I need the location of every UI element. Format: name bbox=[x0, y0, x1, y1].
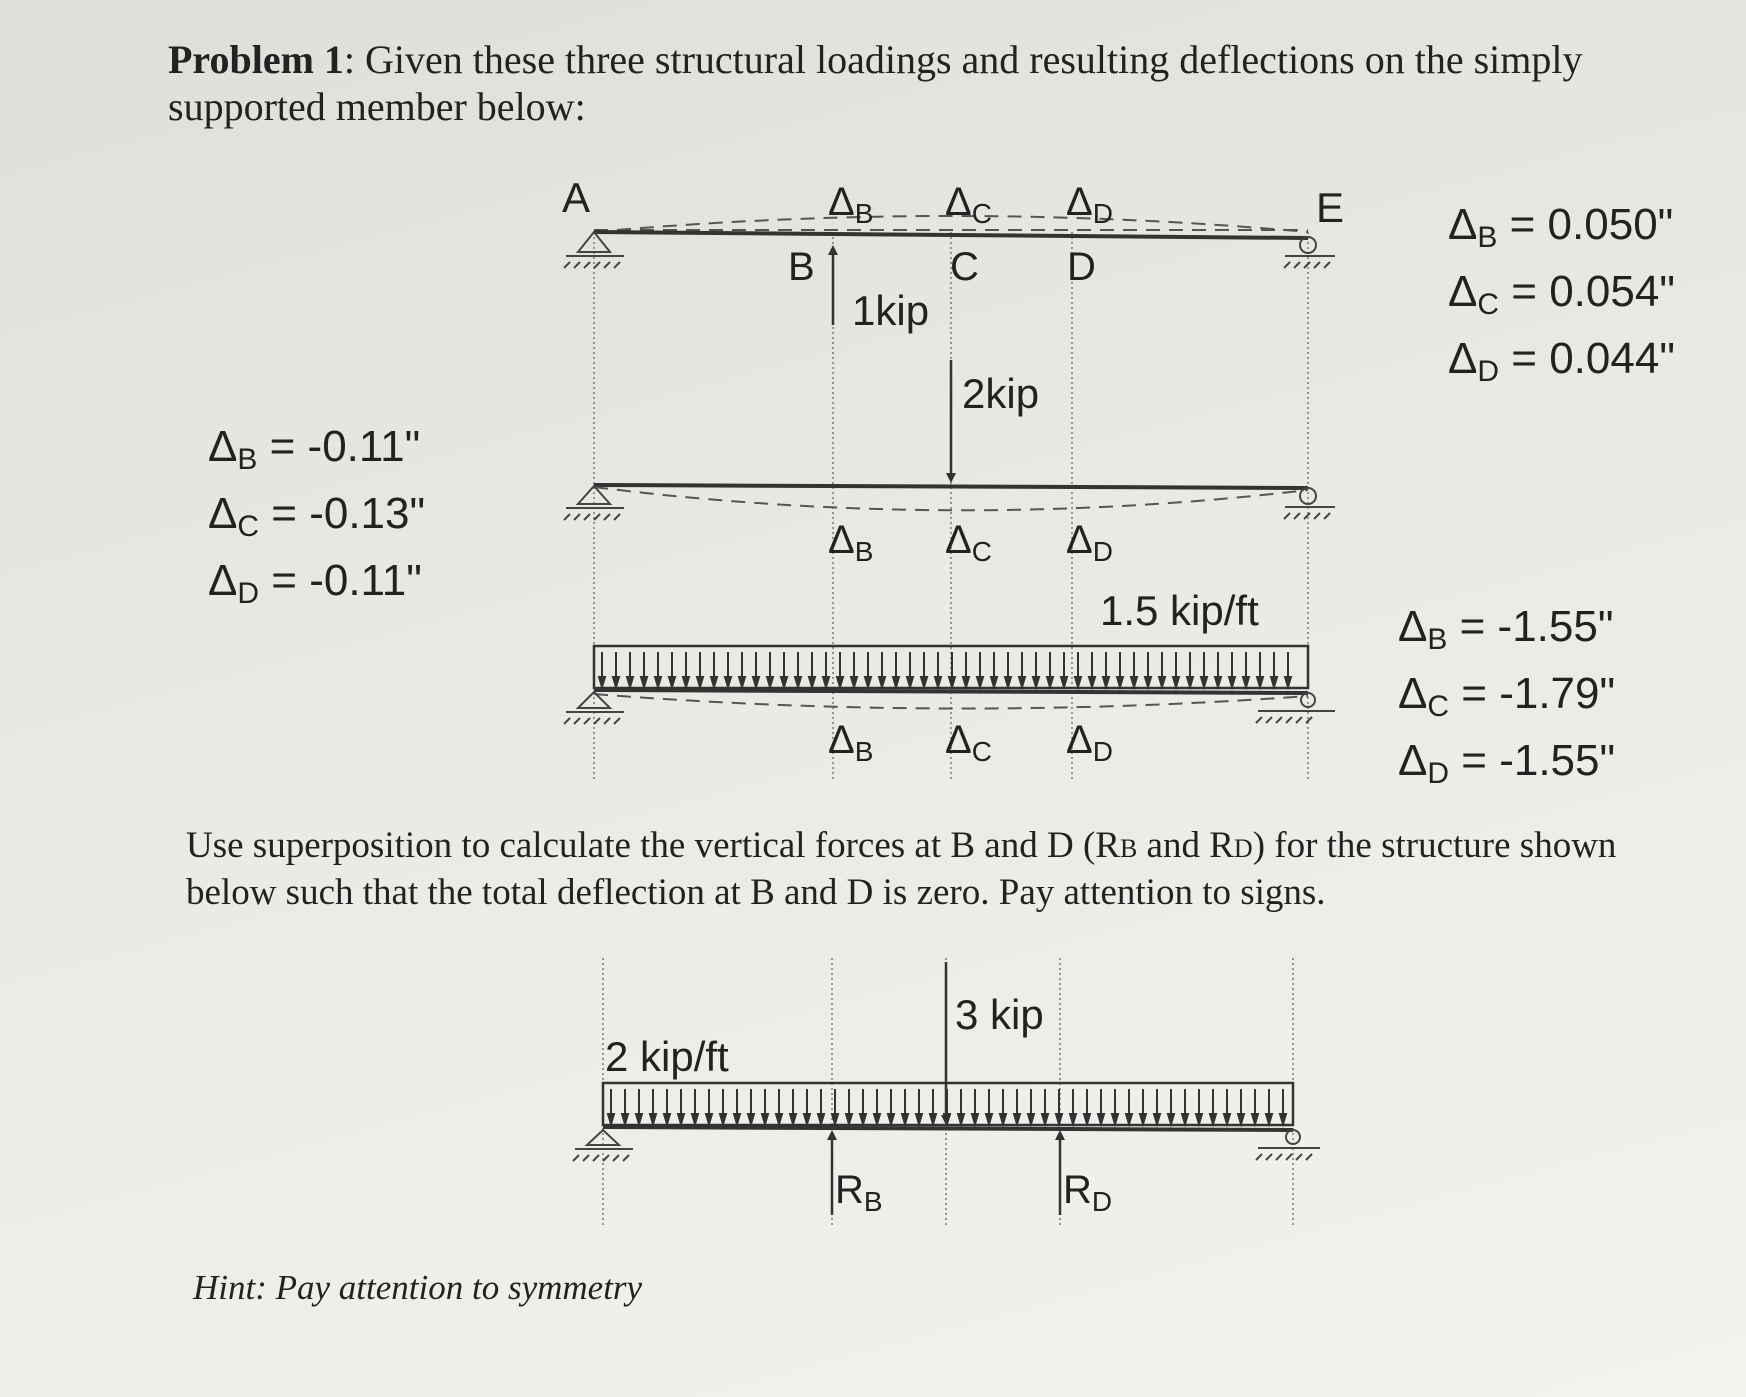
load-arrowhead bbox=[613, 677, 619, 687]
load-arrowhead bbox=[1005, 677, 1011, 687]
load-arrowhead bbox=[1089, 677, 1095, 687]
load-arrowhead bbox=[1210, 1114, 1216, 1124]
problem-label: Problem 1 bbox=[168, 37, 344, 82]
beam-2-deflection-d: $\Delta_D = -0.11$" bbox=[208, 556, 422, 610]
beam-3-load-arrows bbox=[599, 652, 1291, 687]
beam-1-deflections bbox=[1448, 198, 1675, 399]
point-label-e: E bbox=[1316, 184, 1345, 231]
load-arrowhead bbox=[711, 677, 717, 687]
load-arrowhead bbox=[972, 1114, 978, 1124]
load-arrowhead bbox=[1075, 677, 1081, 687]
load-arrowhead bbox=[1042, 1114, 1048, 1124]
beam-2-member bbox=[594, 485, 1308, 488]
load-arrowhead bbox=[804, 1114, 810, 1124]
load-arrowhead bbox=[1000, 1114, 1006, 1124]
problem-text: : Given these three structural loadings and resulting deflections on the simply supported member below: bbox=[168, 37, 1583, 129]
point-label-b: B bbox=[788, 245, 815, 289]
beam-3-deflection-b: $\Delta_B = -1.55$" bbox=[1398, 602, 1614, 656]
load-arrowhead bbox=[748, 1114, 754, 1124]
roller-support-icon bbox=[1256, 1130, 1320, 1160]
beam-3 bbox=[564, 587, 1335, 767]
load-arrowhead bbox=[734, 1114, 740, 1124]
load-arrowhead bbox=[963, 677, 969, 687]
load-arrowhead bbox=[1117, 677, 1123, 687]
load-arrowhead bbox=[1201, 677, 1207, 687]
beam-1-delta-b: $\Delta_B$ bbox=[828, 180, 874, 229]
beam-3-member bbox=[594, 690, 1308, 693]
point-label-d: D bbox=[1067, 245, 1096, 289]
load-arrowhead bbox=[865, 677, 871, 687]
beam-2-delta-b: $\Delta_B$ bbox=[828, 518, 874, 567]
beam-4-member bbox=[603, 1127, 1293, 1130]
load-arrowhead bbox=[1243, 677, 1249, 687]
beam-3-deflected-curve bbox=[594, 694, 1308, 709]
beam-1 bbox=[562, 174, 1344, 334]
beam-4-dist-load-label: 2 kip/ft bbox=[605, 1033, 729, 1080]
load-arrowhead bbox=[1229, 677, 1235, 687]
load-arrowhead bbox=[823, 677, 829, 687]
load-arrowhead bbox=[893, 677, 899, 687]
load-arrowhead bbox=[697, 677, 703, 687]
load-arrowhead bbox=[1145, 677, 1151, 687]
load-arrowhead bbox=[739, 677, 745, 687]
load-arrowhead bbox=[1140, 1114, 1146, 1124]
beam-2-delta-d: $\Delta_D$ bbox=[1066, 518, 1113, 567]
beam-2 bbox=[564, 360, 1335, 567]
load-arrowhead bbox=[622, 1114, 628, 1124]
beam-1-delta-c: $\Delta_C$ bbox=[945, 180, 992, 229]
load-arrowhead bbox=[1280, 1114, 1286, 1124]
beam-1-delta-d: $\Delta_D$ bbox=[1066, 180, 1113, 229]
load-arrowhead bbox=[907, 677, 913, 687]
load-arrowhead bbox=[599, 677, 605, 687]
load-arrowhead bbox=[683, 677, 689, 687]
load-arrowhead bbox=[879, 677, 885, 687]
load-arrowhead bbox=[1098, 1114, 1104, 1124]
roller-support-icon bbox=[1284, 237, 1335, 268]
load-arrowhead bbox=[1070, 1114, 1076, 1124]
load-arrowhead bbox=[725, 677, 731, 687]
load-arrowhead bbox=[809, 677, 815, 687]
load-arrowhead bbox=[874, 1114, 880, 1124]
load-arrowhead bbox=[795, 677, 801, 687]
load-arrowhead bbox=[837, 677, 843, 687]
load-arrowhead bbox=[1047, 677, 1053, 687]
load-arrowhead bbox=[627, 677, 633, 687]
load-arrowhead bbox=[781, 677, 787, 687]
load-arrowhead bbox=[860, 1114, 866, 1124]
beam-2-deflections bbox=[208, 420, 425, 621]
load-arrowhead bbox=[1187, 677, 1193, 687]
load-arrowhead bbox=[720, 1114, 726, 1124]
beam-1-deflection-c: $\Delta_C = 0.054$" bbox=[1448, 267, 1675, 321]
load-arrowhead bbox=[767, 677, 773, 687]
load-arrowhead bbox=[818, 1114, 824, 1124]
load-arrowhead bbox=[678, 1114, 684, 1124]
load-arrowhead bbox=[753, 677, 759, 687]
load-arrowhead bbox=[1028, 1114, 1034, 1124]
load-arrowhead bbox=[1061, 677, 1067, 687]
reaction-b-label: $R_B$ bbox=[835, 1168, 883, 1217]
pin-support-icon bbox=[564, 486, 624, 520]
reaction-d-label: $R_D$ bbox=[1063, 1168, 1113, 1217]
hint-text: Hint: Pay attention to symmetry bbox=[193, 1268, 643, 1307]
beam-3-delta-d: $\Delta_D$ bbox=[1066, 718, 1113, 767]
beam-3-load-label: 1.5 kip/ft bbox=[1100, 587, 1259, 634]
load-arrowhead bbox=[935, 677, 941, 687]
beam-2-deflection-b: $\Delta_B = -0.11$" bbox=[208, 422, 421, 476]
load-arrowhead bbox=[1154, 1114, 1160, 1124]
load-arrowhead bbox=[608, 1114, 614, 1124]
load-arrowhead bbox=[916, 1114, 922, 1124]
load-arrowhead bbox=[832, 1114, 838, 1124]
point-label-c: C bbox=[950, 245, 979, 289]
load-arrowhead bbox=[1285, 677, 1291, 687]
load-arrowhead bbox=[1252, 1114, 1258, 1124]
load-arrowhead bbox=[986, 1114, 992, 1124]
load-arrowhead bbox=[1131, 677, 1137, 687]
beam-3-delta-c: $\Delta_C$ bbox=[945, 718, 992, 767]
load-arrowhead bbox=[1173, 677, 1179, 687]
load-arrowhead bbox=[1168, 1114, 1174, 1124]
load-arrowhead bbox=[949, 677, 955, 687]
load-arrowhead bbox=[1019, 677, 1025, 687]
load-arrowhead bbox=[977, 677, 983, 687]
pin-support-icon bbox=[564, 692, 624, 724]
beam-2-delta-c: $\Delta_C$ bbox=[945, 518, 992, 567]
load-arrowhead bbox=[1033, 677, 1039, 687]
beam-2-deflection-c: $\Delta_C = -0.13$" bbox=[208, 489, 426, 543]
load-arrowhead bbox=[851, 677, 857, 687]
load-arrowhead bbox=[655, 677, 661, 687]
beam-3-deflections bbox=[1398, 600, 1615, 801]
load-arrowhead bbox=[888, 1114, 894, 1124]
point-label-a: A bbox=[562, 174, 591, 221]
load-arrowhead bbox=[958, 1114, 964, 1124]
load-arrowhead bbox=[1103, 677, 1109, 687]
load-arrowhead bbox=[1196, 1114, 1202, 1124]
load-arrowhead bbox=[1159, 677, 1165, 687]
load-arrowhead bbox=[692, 1114, 698, 1124]
beam-3-deflection-d: $\Delta_D = -1.55$" bbox=[1398, 736, 1616, 790]
load-arrowhead bbox=[1056, 1114, 1062, 1124]
beam-1-deflection-d: $\Delta_D = 0.044$" bbox=[1448, 334, 1675, 388]
load-arrowhead bbox=[776, 1114, 782, 1124]
load-arrowhead bbox=[664, 1114, 670, 1124]
load-arrowhead bbox=[1224, 1114, 1230, 1124]
beam-1-load-label: 1kip bbox=[852, 287, 930, 334]
beam-2-load-label: 2kip bbox=[962, 370, 1040, 417]
load-arrowhead bbox=[991, 677, 997, 687]
load-arrowhead bbox=[1126, 1114, 1132, 1124]
beam-3-deflection-c: $\Delta_C = -1.79$" bbox=[1398, 669, 1616, 723]
load-arrowhead bbox=[1112, 1114, 1118, 1124]
load-arrowhead bbox=[1257, 677, 1263, 687]
load-arrowhead bbox=[1084, 1114, 1090, 1124]
load-arrowhead bbox=[902, 1114, 908, 1124]
instruction-text: Use superposition to calculate the vertical forces at B and D (RB and RD) for the structure shown below such that the total deflection at B and D is zero. Pay attention to signs. bbox=[186, 825, 1617, 913]
load-arrowhead bbox=[1014, 1114, 1020, 1124]
beam-4-point-load-label: 3 kip bbox=[955, 991, 1044, 1038]
load-arrowhead bbox=[846, 1114, 852, 1124]
load-arrowhead bbox=[1271, 677, 1277, 687]
load-arrowhead bbox=[1182, 1114, 1188, 1124]
load-arrowhead bbox=[930, 1114, 936, 1124]
load-arrowhead bbox=[790, 1114, 796, 1124]
load-arrowhead bbox=[1238, 1114, 1244, 1124]
load-arrowhead bbox=[669, 677, 675, 687]
load-arrowhead bbox=[921, 677, 927, 687]
beam-3-delta-b: $\Delta_B$ bbox=[828, 718, 874, 767]
load-arrowhead bbox=[1266, 1114, 1272, 1124]
load-arrowhead bbox=[762, 1114, 768, 1124]
load-arrowhead bbox=[650, 1114, 656, 1124]
load-arrowhead bbox=[706, 1114, 712, 1124]
beam-1-deflection-b: $\Delta_B = 0.050$" bbox=[1448, 200, 1674, 254]
load-arrowhead bbox=[1215, 677, 1221, 687]
load-arrowhead bbox=[641, 677, 647, 687]
load-arrowhead bbox=[636, 1114, 642, 1124]
